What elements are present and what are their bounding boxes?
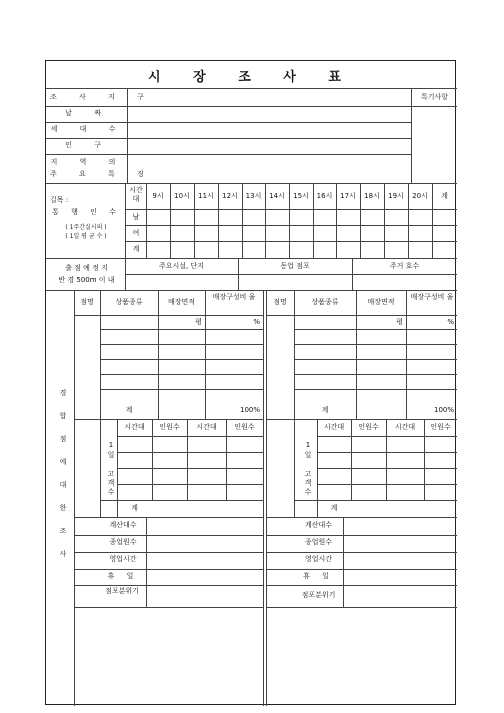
divider: [294, 500, 457, 501]
divider: [152, 419, 153, 500]
hour-12: 12시: [222, 192, 238, 200]
divider: [294, 359, 457, 360]
divider: [46, 106, 411, 107]
divider: [343, 517, 344, 607]
left-row-atmosphere: 점포분위기: [105, 587, 139, 595]
divider: [74, 535, 263, 536]
hour-14: 14시: [269, 192, 285, 200]
divider: [46, 138, 411, 139]
left-row-holiday: 휴 일: [107, 572, 139, 580]
left-total-pct: 100%: [239, 406, 260, 414]
divider: [266, 569, 457, 570]
right-visit-header-4: 인원수: [430, 423, 451, 431]
divider: [158, 290, 159, 419]
divider: [294, 290, 295, 517]
divider: [411, 106, 457, 107]
divider: [294, 329, 457, 330]
divider: [266, 290, 267, 706]
hour-20: 20시: [412, 192, 428, 200]
traffic-row-male: 남: [132, 213, 140, 221]
divider: [317, 468, 457, 469]
divider: [74, 569, 263, 570]
left-visit-header-3: 시간대: [196, 423, 217, 431]
hour-15: 15시: [293, 192, 309, 200]
left-unit-area: 평: [195, 318, 202, 326]
divider: [46, 88, 457, 89]
row-label-population: 인 구: [65, 141, 111, 149]
divider: [74, 419, 263, 420]
divider: [74, 315, 263, 316]
hour-total: 계: [441, 192, 448, 200]
traffic-label-2: 통 행 인 수: [52, 208, 121, 216]
hour-17: 17시: [340, 192, 356, 200]
left-total-label: 계: [125, 406, 133, 414]
right-row-staff: 종업원수: [304, 538, 333, 546]
divider: [356, 290, 357, 419]
left-visit-header-2: 인원수: [159, 423, 180, 431]
divider: [100, 344, 263, 345]
page-title: 시 장 조 사 표: [148, 70, 355, 85]
divider: [117, 419, 118, 517]
divider: [317, 436, 457, 437]
traffic-label-3: ( 1주간실시의 ): [65, 224, 107, 231]
divider: [100, 374, 263, 375]
divider: [266, 607, 457, 608]
divider: [74, 517, 263, 518]
left-row-counters: 계산대수: [109, 521, 137, 529]
divider: [424, 419, 425, 500]
right-total-label: 계: [321, 406, 329, 414]
row-label-survey-area: 조 사 지 구: [50, 93, 154, 101]
right-unit-pct: %: [447, 318, 454, 326]
divider: [386, 419, 387, 500]
divider: [100, 359, 263, 360]
divider: [117, 468, 263, 469]
hour-13: 13시: [245, 192, 262, 200]
divider: [74, 552, 263, 553]
right-visit-header-3: 시간대: [394, 423, 416, 431]
divider: [74, 585, 263, 586]
divider: [266, 585, 457, 586]
right-header-area: 매장면적: [367, 298, 395, 306]
traffic-row-female: 여: [132, 229, 140, 237]
divider: [351, 419, 352, 500]
divider: [146, 517, 147, 607]
right-visit-header-2: 인원수: [358, 423, 379, 431]
divider: [125, 274, 457, 275]
divider: [263, 290, 264, 706]
right-visit-total: 계: [330, 504, 338, 512]
divider: [266, 535, 457, 536]
left-visit-total: 계: [131, 504, 138, 512]
right-row-atmosphere: 점포분위기: [301, 591, 336, 599]
left-header-name: 점명: [80, 298, 94, 306]
row-label-households: 세 대 수: [50, 125, 126, 133]
hour-19: 19시: [388, 192, 404, 200]
divider: [317, 452, 457, 453]
left-header-area: 매장면적: [167, 298, 196, 306]
divider: [46, 122, 411, 123]
competitor-side-label: 경 합 점 에 대 한 조 사: [59, 389, 67, 561]
radius-label-2: 반 경 500m 이 내: [58, 276, 115, 284]
divider: [100, 389, 263, 390]
right-header-name: 점명: [273, 298, 287, 306]
traffic-row-total: 계: [132, 245, 140, 253]
row-label-region-2: 주 요 특 징: [50, 170, 154, 178]
divider: [117, 452, 263, 453]
row-label-region-1: 지 역 의: [50, 158, 126, 166]
divider: [226, 419, 227, 500]
divider: [266, 552, 457, 553]
radius-label-1: 출 점 예 정 지: [65, 264, 108, 272]
divider: [74, 290, 75, 706]
divider: [406, 290, 407, 419]
divider: [294, 344, 457, 345]
left-header-product: 상품종류: [115, 298, 143, 306]
divider: [294, 374, 457, 375]
left-visit-header-4: 인원수: [234, 423, 255, 431]
divider: [317, 484, 457, 485]
traffic-label-4: ( 1일 평 균 수 ): [65, 233, 107, 240]
hour-10: 10시: [174, 192, 190, 200]
right-header-ratio: 매장구성비 율: [410, 293, 454, 301]
divider: [127, 88, 128, 183]
right-total-pct: 100%: [433, 406, 454, 414]
divider: [46, 154, 411, 155]
traffic-label-1: 길목 :: [50, 196, 69, 204]
right-row-counters: 계산대수: [304, 521, 333, 529]
divider: [100, 329, 263, 330]
left-visit-side: 1일 고객수: [107, 441, 115, 497]
hour-9: 9시: [152, 192, 164, 200]
divider: [117, 436, 263, 437]
divider: [100, 290, 101, 517]
survey-form: [45, 60, 456, 705]
divider: [100, 500, 263, 501]
right-unit-area: 평: [396, 318, 403, 326]
radius-col-housing: 주거 호수: [389, 262, 420, 270]
left-row-staff: 종업원수: [109, 538, 137, 546]
right-row-hours: 영업시간: [304, 555, 333, 563]
divider: [317, 419, 318, 517]
hour-18: 18시: [364, 192, 380, 200]
divider: [266, 517, 457, 518]
divider: [205, 290, 206, 419]
divider: [46, 258, 457, 259]
special-notes-label: 특기사항: [420, 93, 449, 101]
divider: [46, 290, 457, 291]
right-visit-header-1: 시간대: [323, 423, 345, 431]
right-header-product: 상품종류: [311, 298, 339, 306]
left-row-hours: 영업시간: [109, 555, 137, 563]
hour-16: 16시: [316, 192, 333, 200]
divider: [411, 88, 412, 183]
divider: [187, 419, 188, 500]
row-label-date: 날 짜: [65, 109, 111, 117]
traffic-time-header: 시간대: [129, 186, 143, 203]
left-visit-header-1: 시간대: [124, 423, 145, 431]
radius-col-facilities: 주요시설, 단지: [158, 262, 205, 270]
left-header-ratio: 매장구성비 율: [212, 293, 256, 301]
divider: [74, 607, 263, 608]
radius-col-competitors: 동업 점포: [280, 262, 310, 270]
right-row-holiday: 휴 일: [303, 572, 334, 580]
divider: [46, 183, 457, 184]
right-visit-side: 1일 고객수: [304, 441, 312, 497]
divider: [117, 484, 263, 485]
divider: [294, 389, 457, 390]
hour-11: 11시: [198, 192, 214, 200]
left-unit-pct: %: [253, 318, 260, 326]
